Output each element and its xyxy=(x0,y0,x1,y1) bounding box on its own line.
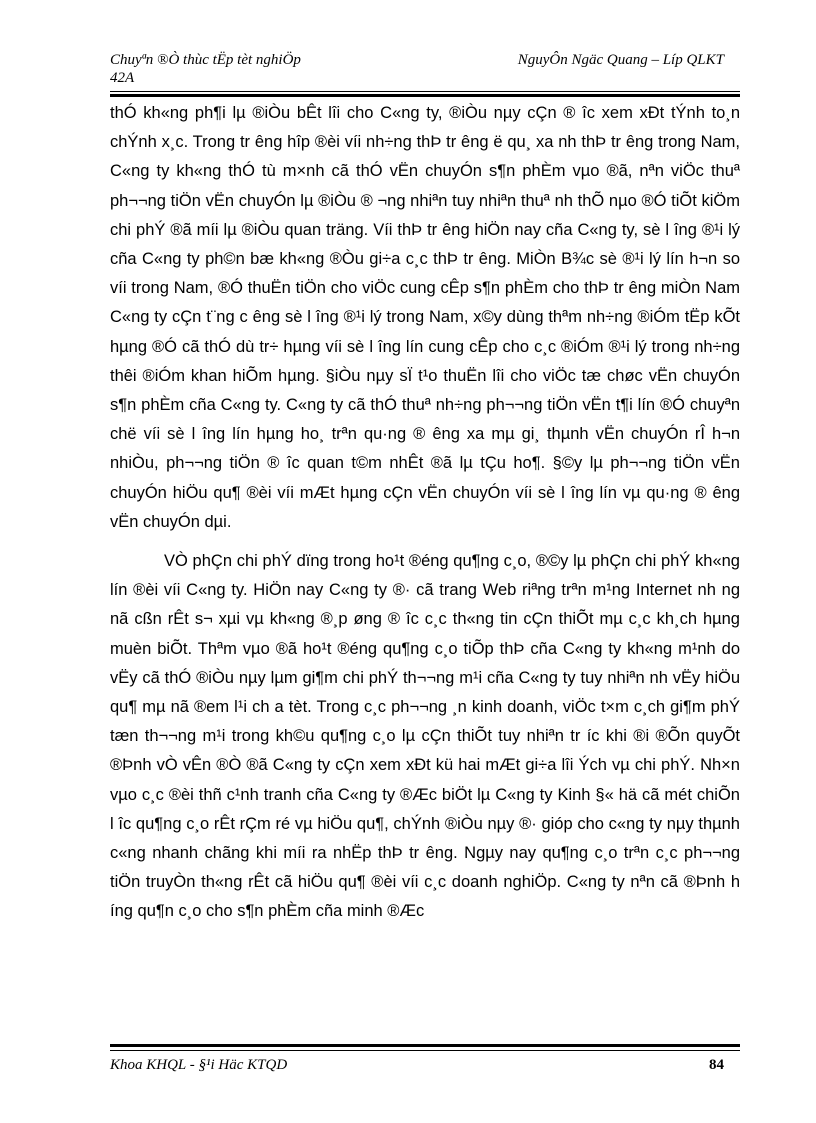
footer-rule-thick xyxy=(110,1044,740,1047)
paragraph-1: thÓ kh«ng ph¶i lµ ®iÒu bÊt lîi cho C«ng ty, ®iÒu nµy cÇn ® îc xem xÐt tÝnh to¸n chÝnh x¸c. Trong tr êng hîp ®èi víi nh÷ng thÞ tr êng ë qu¸ xa nh thÞ tr êng trong Nam, C«ng ty kh«ng thÓ tù m×nh cã thÓ vËn chuyÓn s¶n phÈm vµo ®ã, nªn viÖc thuª ph¬¬ng tiÖn vËn chuyÓn lµ ®iÒu ® ¬ng nhiªn tuy nhiªn thuª nh thÕ nµo ®Ó tiÕt kiÖm chi phÝ ®ã míi lµ ®iÒu quan träng. Víi thÞ tr êng hiÖn nay cña C«ng ty, sè l îng ®¹i lý cña C«ng ty ph©n bæ kh«ng ®Òu gi÷a c¸c thÞ tr êng. MiÒn B¾c sè ®¹i lý lín h¬n so víi trong Nam, ®Ó thuËn tiÖn cho viÖc cung cÊp s¶n phÈm cho thÞ tr êng miÒn Nam C«ng ty cÇn t¨ng c êng sè l îng ®¹i lý trong Nam, x©y dùng thªm nh÷ng ®iÓm tËp kÕt hµng ®Ó cã thÓ dù tr÷ hµng víi sè l îng lín cung cÊp cho c¸c ®iÓm ®¹i lý trong nh÷ng thêi ®iÓm khan hiÕm hµng. §iÒu nµy sÏ t¹o thuËn lîi cho viÖc tæ chøc vËn chuyÓn s¶n phÈm cña C«ng ty. C«ng ty cã thÓ thuª nh÷ng ph¬¬ng tiÖn vËn t¶i lín ®Ó chuyªn chë víi sè l îng lín hµng ho¸ trªn qu·ng ® êng xa mµ gi¸ thµnh vËn chuyÓn rÎ h¬n nhiÒu, ph¬¬ng tiÖn ® îc quan t©m nhÊt ®ã lµ tÇu ho¶. §©y lµ ph¬¬ng tiÖn vËn chuyÓn hiÖu qu¶ ®èi víi mÆt hµng cÇn vËn chuyÓn víi sè l îng lín vµ qu·ng ® êng vËn chuyÓn dµi. xyxy=(110,104,740,531)
page-number: 84 xyxy=(709,1057,724,1073)
header-rule-thin xyxy=(110,91,740,92)
body-text xyxy=(110,99,740,927)
header-rule-thick xyxy=(110,94,740,97)
header-title: Chuyªn ®Ò thùc tËp tèt nghiÖp xyxy=(110,52,301,68)
header-author: NguyÔn Ngäc Quang – Líp QLKT xyxy=(517,52,724,68)
footer-faculty: Khoa KHQL - §¹i Häc KTQD xyxy=(110,1057,288,1073)
header-left xyxy=(110,51,301,87)
header-class: 42A xyxy=(110,70,135,86)
footer-rule-thin xyxy=(110,1050,740,1051)
paragraph-2: VÒ phÇn chi phÝ dïng trong ho¹t ®éng qu¶ng c¸o, ®©y lµ phÇn chi phÝ kh«ng lín ®èi víi C«ng ty. HiÖn nay C«ng ty ®· cã trang Web riªng trªn m¹ng Internet nh ng nã cßn rÊt s¬ xµi vµ kh«ng ®¸p øng ® îc c¸c th«ng tin cÇn thiÕt mµ c¸c kh¸ch hµng muèn biÕt. Thªm vµo ®ã ho¹t ®éng qu¶ng c¸o tiÕp thÞ cña C«ng ty kh«ng m¹nh do vËy cã thÓ ®iÒu nµy lµm gi¶m chi phÝ th¬¬ng m¹i cña C«ng ty tuy nhiªn nh vËy hiÖu qu¶ mµ nã ®em l¹i ch a tèt. Trong c¸c ph¬¬ng ¸n kinh doanh, viÖc t×m c¸ch gi¶m phÝ tæn th¬¬ng m¹i trong kh©u qu¶ng c¸o lµ cÇn thiÕt tuy nhiªn tr íc khi ®i ®Õn quyÕt ®Þnh vÒ vÊn ®Ò ®ã C«ng ty cÇn xem xÐt kü hai mÆt gi÷a lîi Ých vµ chi phÝ. Nh×n vµo c¸c ®èi thñ c¹nh tranh cña C«ng ty ®Æc biÖt lµ C«ng ty Kinh §« hä cã mét chiÕn l îc qu¶ng c¸o rÊt rÇm ré vµ hiÖu qu¶, chÝnh ®iÒu nµy ®· gióp cho c«ng ty nµy thµnh c«ng nhanh chãng khi míi ra nhËp thÞ tr êng. Ngµy nay qu¶ng c¸o trªn c¸c ph¬¬ng tiÖn truyÒn th«ng rÊt cã hiÖu qu¶ ®èi víi c¸c doanh nghiÖp. C«ng ty nªn cã ®Þnh h íng qu¶n c¸o cho s¶n phÈm cña minh ®Æc xyxy=(110,552,740,921)
